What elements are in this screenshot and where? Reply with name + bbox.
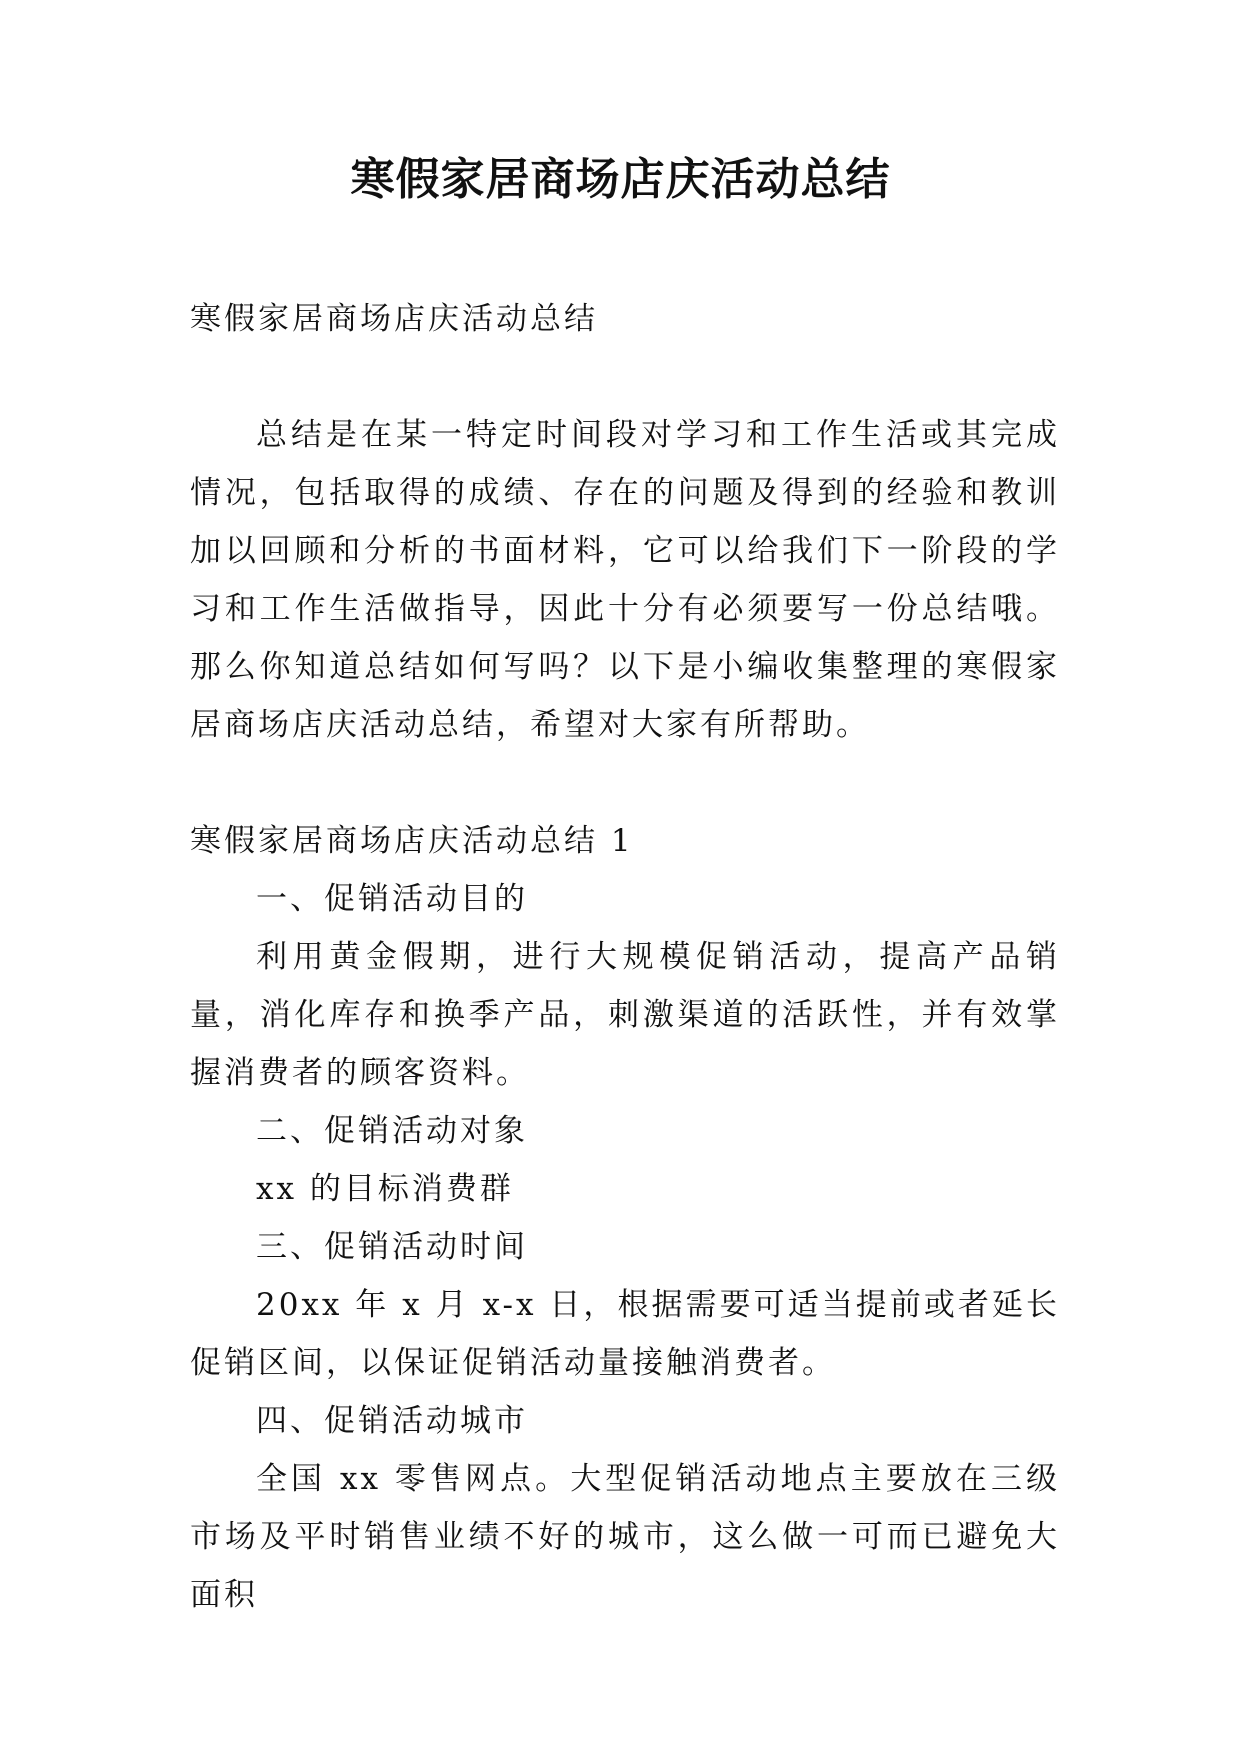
document-subtitle: 寒假家居商场店庆活动总结 — [190, 301, 598, 337]
item-heading: 一、促销活动目的 — [256, 881, 528, 917]
document-body — [190, 290, 1060, 1624]
item-text: xx 的目标消费群 — [256, 1171, 514, 1207]
item-text: 利用黄金假期，进行大规模促销活动，提高产品销量，消化库存和换季产品，刺激渠道的活跃性，并有效掌握消费者的顾客资料。 — [190, 939, 1060, 1091]
item-heading: 四、促销活动城市 — [256, 1403, 528, 1439]
intro-paragraph: 总结是在某一特定时间段对学习和工作生活或其完成情况，包括取得的成绩、存在的问题及得到的经验和教训加以回顾和分析的书面材料，它可以给我们下一阶段的学习和工作生活做指导，因此十分有必须要写一份总结哦。那么你知道总结如何写吗？以下是小编收集整理的寒假家居商场店庆活动总结，希望对大家有所帮助。 — [190, 417, 1060, 743]
section-title: 寒假家居商场店庆活动总结 1 — [190, 823, 634, 859]
document-title: 寒假家居商场店庆活动总结 — [350, 154, 891, 205]
item-text: 20xx 年 x 月 x-x 日，根据需要可适当提前或者延长促销区间，以保证促销活动量接触消费者。 — [190, 1287, 1060, 1381]
item-heading: 三、促销活动时间 — [256, 1229, 528, 1265]
item-text: 全国 xx 零售网点。大型促销活动地点主要放在三级市场及平时销售业绩不好的城市，这么做一可而已避免大面积 — [190, 1461, 1060, 1613]
item-heading: 二、促销活动对象 — [256, 1113, 528, 1149]
